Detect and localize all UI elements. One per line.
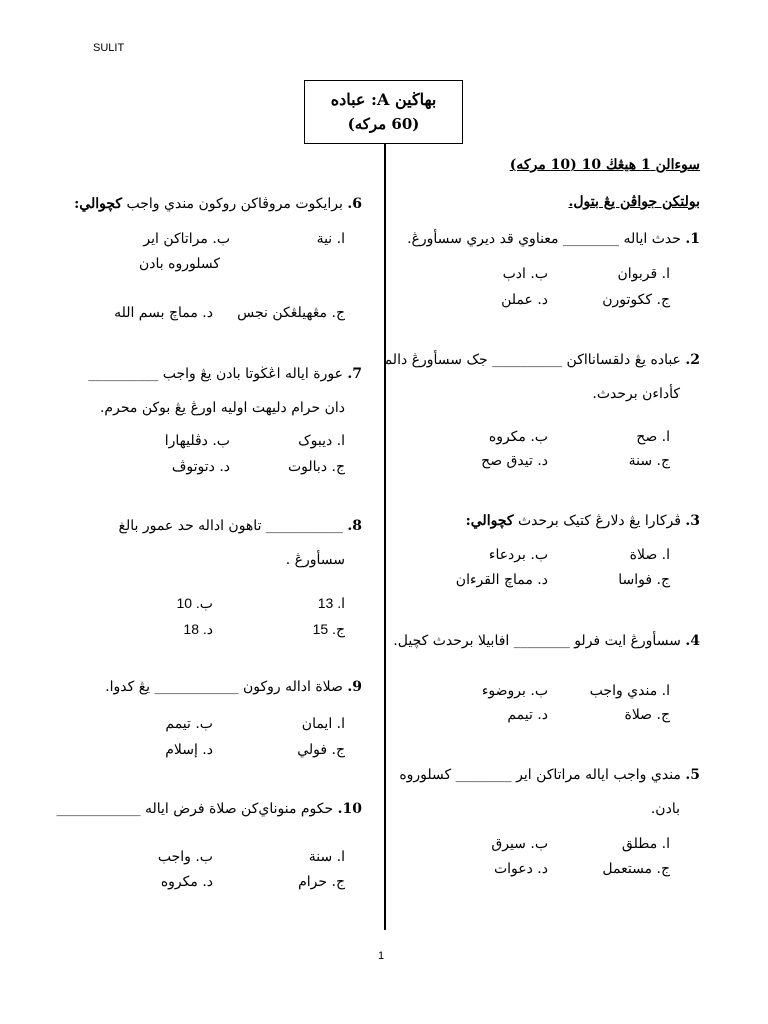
question-text: ڤركارا يڠ دلارڠ كتيک برحدث xyxy=(517,513,681,529)
option-d: د. مماچ القرءان xyxy=(455,572,548,588)
option-c: ج. صلاة xyxy=(624,707,670,723)
option-a: ا. ايمان xyxy=(301,716,345,732)
question-text: مندي واجب اياله مراتاكن اير ________ كسلوروه xyxy=(399,767,681,783)
question-4 xyxy=(393,631,700,651)
question-keyword: كچوالي: xyxy=(465,513,514,529)
option-a: ا. صلاة xyxy=(629,547,670,563)
option-b: ب. مكروه xyxy=(488,429,548,445)
question-10 xyxy=(57,799,363,819)
section-title-box xyxy=(304,80,463,144)
question-7 xyxy=(88,364,362,384)
question-7-line2: دان حرام دليهت اوليه اورڠ يڠ بوکن محرم. xyxy=(99,400,345,416)
option-d: د. دعوات xyxy=(493,861,548,877)
question-text: حكوم منوناي‌كن صلاة فرض اياله ____________ xyxy=(56,801,334,817)
confidential-label: SULIT xyxy=(93,42,125,54)
option-b: ب. دڤليهارا xyxy=(164,433,230,449)
option-b: ب. بروضوء xyxy=(481,683,548,699)
option-b: ب. تيمم xyxy=(165,716,213,732)
question-number: 1. xyxy=(685,231,700,247)
question-6 xyxy=(74,194,362,214)
section-instruction: بولتكن جواڤن يڠ بتول. xyxy=(568,194,700,210)
question-number: 10. xyxy=(337,801,362,817)
option-c: ج. سنة xyxy=(628,453,670,469)
option-a: ا. قربوان xyxy=(617,266,670,282)
question-number: 4. xyxy=(685,633,700,649)
option-b: ب. سيرق xyxy=(491,836,548,852)
option-a: ا. سنة xyxy=(308,849,345,865)
option-c: ج. حرام xyxy=(298,874,345,890)
question-1 xyxy=(407,229,700,249)
option-d: د. عملن xyxy=(501,292,548,308)
option-a: ا. صح xyxy=(636,429,670,445)
option-d: د. مماچ بسم الله xyxy=(114,305,213,321)
option-c: ج. فولي xyxy=(297,742,345,758)
question-2 xyxy=(383,350,700,370)
option-c: ج. مستعمل xyxy=(602,861,670,877)
question-text: ___________ تاهون اداله حد عمور بالغ xyxy=(118,518,343,534)
option-c: ج. فواسا xyxy=(618,572,670,588)
question-3 xyxy=(466,511,700,531)
question-text: حدث اياله ________ معناوي قد ديري سسأورڠ. xyxy=(407,231,681,247)
option-c: ج. دبالوت xyxy=(287,459,345,475)
question-number: 3. xyxy=(685,513,700,529)
question-5 xyxy=(399,765,700,785)
section-heading: سوءالن 1 هيڠڬ 10 (10 مركه) xyxy=(509,157,700,173)
question-8-line2: سسأورڠ . xyxy=(285,552,345,568)
question-number: 5. xyxy=(685,767,700,783)
option-b: ب. واجب xyxy=(157,849,213,865)
question-9 xyxy=(105,677,362,697)
option-d: د. تيمم xyxy=(507,707,548,723)
option-d: د. 18 xyxy=(183,621,213,637)
section-marks: (60 مركه) xyxy=(347,115,420,133)
option-b: ب. بردعاء xyxy=(488,547,548,563)
question-2-line2: كأداءن برحدث. xyxy=(592,386,680,402)
option-a: ا. ديبوک xyxy=(298,433,345,449)
question-text: عورة اياله اڠڬوتا بادن يڠ واجب __________ xyxy=(88,366,343,382)
option-b: ب. 10 xyxy=(176,595,213,611)
option-d: د. إسلام xyxy=(165,742,213,758)
option-a: ا. مطلق xyxy=(621,836,670,852)
question-text: صلاة اداله روكون ____________ يڠ كدوا. xyxy=(105,679,343,695)
question-text: برايكوت مروڤاكن روكون مندي واجب xyxy=(126,196,343,212)
question-text: عباده يڠ دلقسانااكن __________ جک سسأورڠ دالم xyxy=(383,352,681,368)
question-keyword: كچوالي: xyxy=(74,196,123,212)
question-number: 8. xyxy=(347,518,362,534)
option-b-line2: كسلوروه بادن xyxy=(138,256,220,272)
question-number: 7. xyxy=(347,366,362,382)
page-number: 1 xyxy=(378,950,385,962)
option-c: ج. ككوتورن xyxy=(602,292,670,308)
option-c: ج. مڠهيلڠكن نجس xyxy=(237,305,345,321)
question-8 xyxy=(119,516,363,536)
question-5-line2: بادن. xyxy=(650,801,680,817)
question-text: سسأورڠ ايت فرلو ________ افابيلا برحدث كچيل. xyxy=(393,633,681,649)
option-a: ا. 13 xyxy=(317,595,345,611)
option-a: ا. مندي واجب xyxy=(589,683,670,699)
option-b: ب. مراتاكن اير xyxy=(143,231,230,247)
column-divider xyxy=(384,144,386,930)
option-a: ا. نية xyxy=(316,231,345,247)
section-title: بهاڬين A: عباده xyxy=(330,90,437,109)
question-number: 6. xyxy=(347,196,362,212)
option-d: د. تيدق صح xyxy=(481,453,548,469)
option-c: ج. 15 xyxy=(312,621,345,637)
question-number: 2. xyxy=(685,352,700,368)
question-number: 9. xyxy=(347,679,362,695)
option-d: د. دتوتوڤ xyxy=(171,459,230,475)
option-d: د. مكروه xyxy=(160,874,213,890)
option-b: ب. ادب xyxy=(502,266,548,282)
